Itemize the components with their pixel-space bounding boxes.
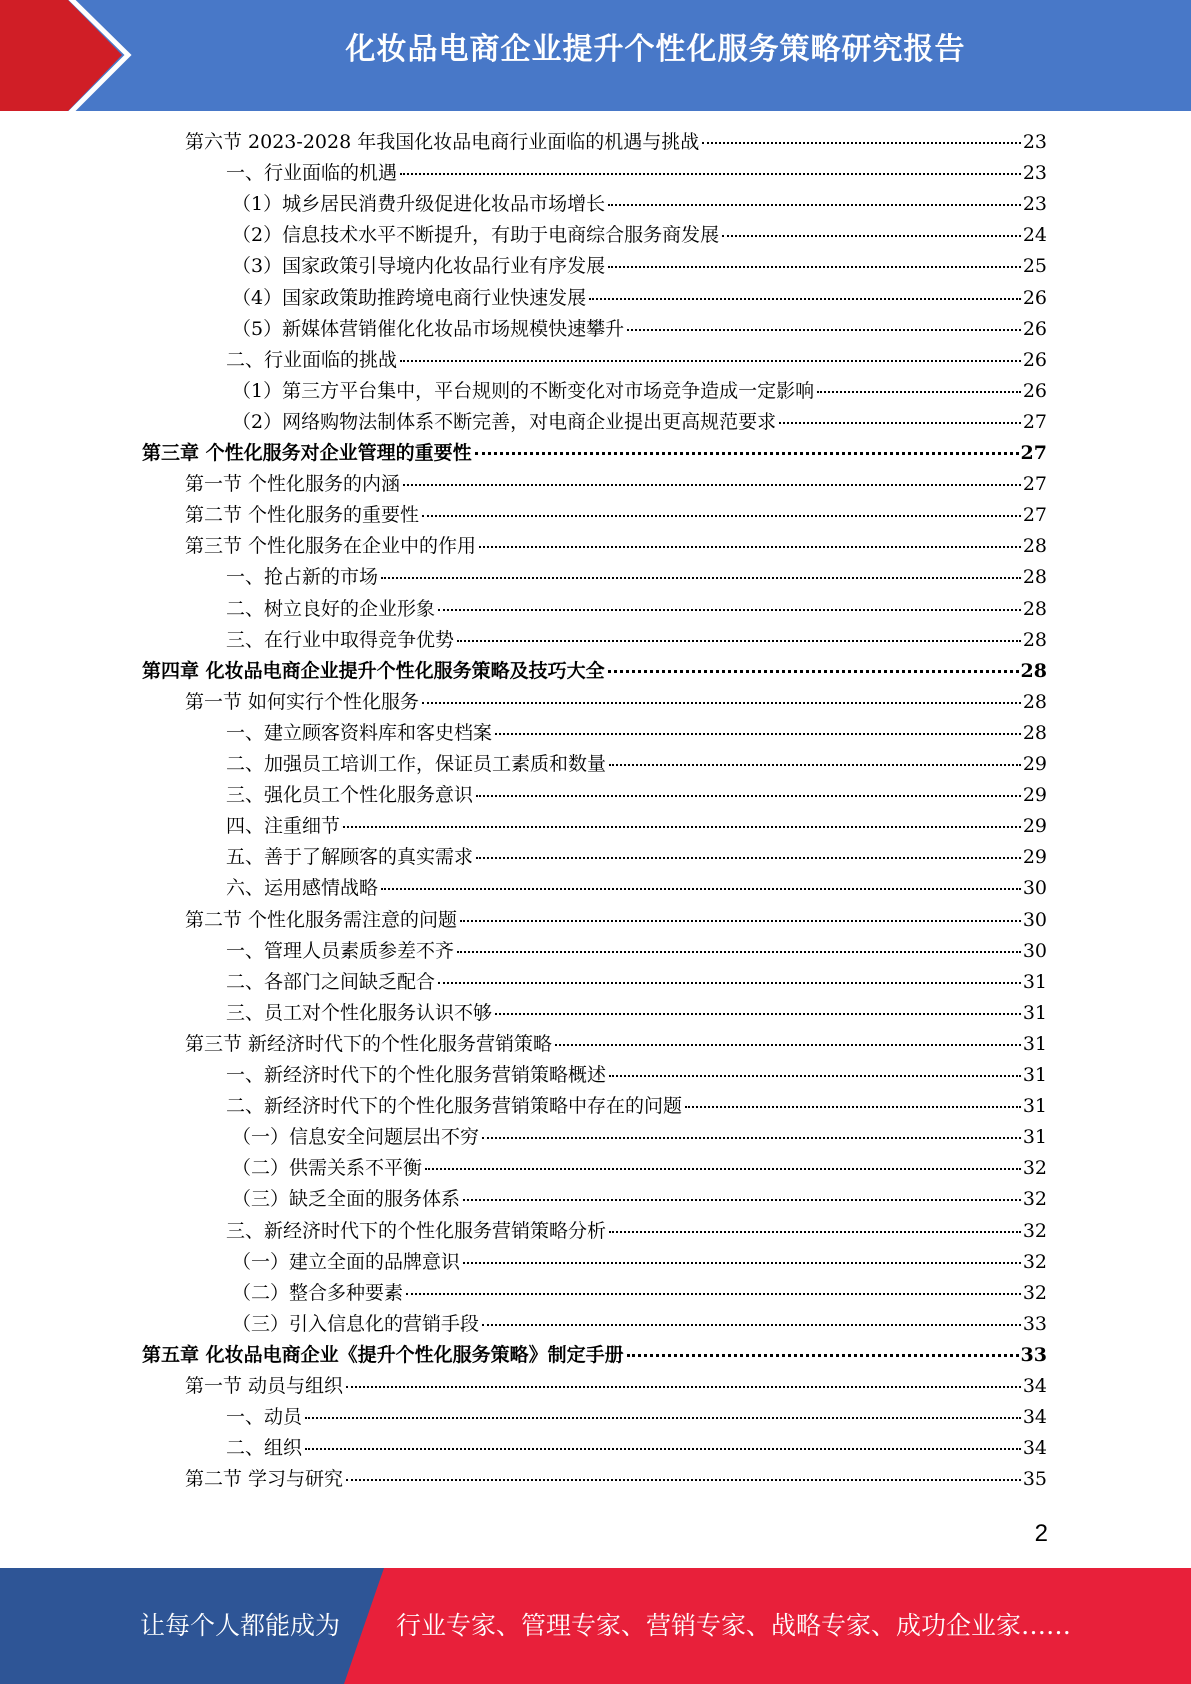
toc-entry-page: 29	[1022, 846, 1047, 869]
toc-entry-page: 32	[1022, 1157, 1047, 1180]
toc-entry-page: 26	[1022, 286, 1047, 309]
toc-entry[interactable]	[226, 625, 1047, 656]
toc-entry[interactable]	[185, 1371, 1047, 1402]
dot-leader	[609, 1074, 1021, 1077]
toc-entry-page: 23	[1022, 131, 1047, 153]
page-header	[0, 0, 1191, 111]
dot-leader	[463, 1261, 1021, 1264]
toc-entry-label: 第三节 个性化服务在企业中的作用	[185, 535, 477, 558]
toc-entry[interactable]	[232, 189, 1047, 220]
toc-entry-page: 31	[1022, 1095, 1047, 1118]
dot-leader	[475, 451, 1019, 455]
toc-entry-label: 五、善于了解顾客的真实需求	[226, 846, 474, 869]
toc-entry[interactable]	[232, 1278, 1047, 1309]
dot-leader	[422, 701, 1021, 704]
toc-entry-page: 27	[1022, 473, 1047, 496]
dot-leader	[685, 1105, 1021, 1108]
toc-entry-label: 第二节 个性化服务需注意的问题	[185, 908, 458, 931]
toc-entry-label: （一）信息安全问题层出不穷	[232, 1126, 480, 1149]
toc-entry-label: 第六节 2023-2028 年我国化妆品电商行业面临的机遇与挑战	[185, 131, 700, 153]
toc-entry-page: 32	[1022, 1188, 1047, 1211]
toc-entry-label: （三）引入信息化的营销手段	[232, 1312, 480, 1335]
toc-entry-page: 32	[1022, 1281, 1047, 1304]
toc-entry-label: 一、新经济时代下的个性化服务营销策略概述	[226, 1064, 607, 1086]
dot-leader	[457, 639, 1021, 642]
toc-entry-label: 六、运用感情战略	[226, 877, 379, 900]
toc-entry-label: 二、行业面临的挑战	[226, 348, 398, 371]
toc-entry[interactable]	[226, 811, 1047, 842]
dot-leader	[476, 856, 1021, 859]
dot-leader	[346, 1478, 1021, 1481]
dot-leader	[722, 234, 1021, 237]
dot-leader	[555, 1043, 1021, 1046]
dot-leader	[343, 825, 1021, 828]
toc-entry-label: 第一节 个性化服务的内涵	[185, 473, 401, 496]
dot-leader	[608, 265, 1021, 268]
dot-leader	[482, 1136, 1021, 1139]
toc-entry[interactable]	[226, 1060, 1047, 1091]
toc-entry-label: （2）网络购物法制体系不断完善，对电商企业提出更高规范要求	[232, 410, 777, 433]
dot-leader	[609, 763, 1021, 766]
page-footer	[0, 1568, 1191, 1684]
toc-entry[interactable]	[185, 531, 1047, 562]
toc-entry[interactable]	[232, 1153, 1047, 1184]
toc-entry-page: 30	[1022, 908, 1047, 931]
toc-entry[interactable]	[226, 873, 1047, 904]
toc-entry-page: 28	[1022, 597, 1047, 620]
toc-entry[interactable]	[185, 1029, 1047, 1060]
toc-entry-page: 34	[1022, 1406, 1047, 1429]
dot-leader	[457, 950, 1021, 953]
toc-entry[interactable]	[232, 1247, 1047, 1278]
toc-entry[interactable]	[226, 749, 1047, 780]
toc-entry-label: 二、加强员工培训工作，保证员工素质和数量	[226, 753, 607, 775]
toc-entry-page: 29	[1022, 815, 1047, 838]
toc-entry[interactable]	[232, 314, 1047, 345]
toc-entry[interactable]	[226, 345, 1047, 376]
dot-leader	[406, 1292, 1021, 1295]
dot-leader	[476, 794, 1021, 797]
toc-entry-label: 三、在行业中取得竞争优势	[226, 628, 455, 651]
toc-entry-label: 二、组织	[226, 1437, 303, 1460]
toc-entry-label: 一、建立顾客资料库和客史档案	[226, 721, 493, 744]
dot-leader	[305, 1447, 1021, 1450]
toc-entry[interactable]	[232, 220, 1047, 251]
toc-entry-page: 31	[1022, 1001, 1047, 1024]
toc-entry-page: 31	[1022, 1126, 1047, 1149]
toc-entry-page: 28	[1022, 690, 1047, 713]
dot-leader	[702, 141, 1021, 144]
toc-entry-page: 32	[1022, 1250, 1047, 1273]
toc-entry[interactable]	[185, 469, 1047, 500]
toc-entry-label: 三、员工对个性化服务认识不够	[226, 1001, 493, 1024]
toc-entry[interactable]	[226, 780, 1047, 811]
toc-entry[interactable]	[232, 1309, 1047, 1340]
toc-entry-label: 第四章 化妆品电商企业提升个性化服务策略及技巧大全	[142, 659, 605, 682]
toc-entry-page: 33	[1020, 1343, 1047, 1366]
dot-leader	[609, 1230, 1021, 1233]
toc-chapter-entry[interactable]	[142, 1340, 1047, 1371]
dot-leader	[381, 576, 1021, 579]
dot-leader	[400, 172, 1021, 175]
toc-entry-label: （一）建立全面的品牌意识	[232, 1250, 461, 1273]
toc-entry[interactable]	[226, 842, 1047, 873]
toc-entry-page: 31	[1022, 1064, 1047, 1086]
toc-entry-page: 31	[1022, 1032, 1047, 1055]
toc-entry-label: （4）国家政策助推跨境电商行业快速发展	[232, 286, 587, 309]
toc-entry-page: 28	[1020, 659, 1047, 682]
toc-entry[interactable]	[226, 1091, 1047, 1122]
dot-leader	[589, 297, 1021, 300]
toc-chapter-entry[interactable]	[142, 438, 1047, 469]
toc-entry-page: 34	[1022, 1375, 1047, 1397]
toc-entry-label: （1）第三方平台集中，平台规则的不断变化对市场竞争造成一定影响	[232, 379, 815, 402]
toc-entry-page: 26	[1022, 317, 1047, 340]
dot-leader	[608, 203, 1021, 206]
toc-entry[interactable]	[226, 562, 1047, 593]
toc-entry-label: （2）信息技术水平不断提升，有助于电商综合服务商发展	[232, 224, 720, 247]
dot-leader	[460, 919, 1021, 922]
footer-slogan-left: 让每个人都能成为	[140, 1611, 341, 1640]
toc-entry-label: 第三节 新经济时代下的个性化服务营销策略	[185, 1032, 553, 1055]
toc-entry-label: 第二节 学习与研究	[185, 1468, 344, 1491]
toc-entry-page: 25	[1022, 255, 1047, 278]
toc-entry-label: （1）城乡居民消费升级促进化妆品市场增长	[232, 193, 606, 216]
toc-entry-page: 29	[1022, 784, 1047, 807]
toc-entry-page: 26	[1022, 348, 1047, 371]
toc-entry-page: 27	[1020, 442, 1047, 464]
toc-entry[interactable]	[232, 407, 1047, 438]
dot-leader	[422, 514, 1021, 517]
toc-entry[interactable]	[232, 1184, 1047, 1215]
toc-chapter-entry[interactable]	[142, 656, 1047, 687]
toc-entry[interactable]	[185, 687, 1047, 718]
toc-entry[interactable]	[226, 158, 1047, 189]
toc-entry[interactable]	[232, 283, 1047, 314]
toc-entry-page: 35	[1022, 1468, 1047, 1491]
dot-leader	[495, 732, 1021, 735]
toc-entry[interactable]	[185, 500, 1047, 531]
dot-leader	[305, 1416, 1021, 1419]
toc-entry-label: 第五章 化妆品电商企业《提升个性化服务策略》制定手册	[142, 1343, 624, 1366]
toc-entry-page: 30	[1022, 877, 1047, 900]
toc-entry-label: 二、树立良好的企业形象	[226, 597, 436, 620]
toc-entry[interactable]	[226, 1433, 1047, 1464]
dot-leader	[346, 1385, 1021, 1388]
toc-entry-label: 一、动员	[226, 1406, 303, 1429]
toc-entry-label: 第三章 个性化服务对企业管理的重要性	[142, 442, 472, 464]
toc-entry-label: 第一节 如何实行个性化服务	[185, 690, 420, 713]
dot-leader	[403, 483, 1021, 486]
toc-entry[interactable]	[226, 967, 1047, 998]
dot-leader	[400, 359, 1021, 362]
toc-entry-page: 33	[1022, 1312, 1047, 1335]
toc-entry[interactable]	[226, 594, 1047, 625]
toc-entry-page: 28	[1022, 535, 1047, 558]
dot-leader	[779, 421, 1021, 424]
toc-entry-page: 32	[1022, 1219, 1047, 1242]
toc-entry[interactable]	[185, 905, 1047, 936]
toc-entry[interactable]	[185, 127, 1047, 158]
toc-entry-page: 28	[1022, 721, 1047, 744]
toc-entry-label: （三）缺乏全面的服务体系	[232, 1188, 461, 1211]
dot-leader	[817, 390, 1021, 393]
toc-entry[interactable]	[226, 718, 1047, 749]
toc-entry-label: 一、管理人员素质参差不齐	[226, 939, 455, 962]
toc-entry-page: 28	[1022, 566, 1047, 589]
toc-entry-label: 一、行业面临的机遇	[226, 162, 398, 185]
dot-leader	[627, 1353, 1019, 1357]
dot-leader	[479, 545, 1021, 548]
toc-entry-page: 28	[1022, 628, 1047, 651]
toc-entry-page: 24	[1022, 224, 1047, 247]
toc-entry[interactable]	[232, 1122, 1047, 1153]
dot-leader	[627, 328, 1021, 331]
page-number: 2	[1034, 1520, 1048, 1547]
dot-leader	[608, 669, 1019, 673]
toc-entry-label: （3）国家政策引导境内化妆品行业有序发展	[232, 255, 606, 278]
toc-entry-label: 一、抢占新的市场	[226, 566, 379, 589]
dot-leader	[438, 608, 1021, 611]
toc-entry-page: 30	[1022, 939, 1047, 962]
toc-entry-label: （二）供需关系不平衡	[232, 1157, 423, 1180]
toc-entry[interactable]	[226, 1402, 1047, 1433]
dot-leader	[425, 1167, 1021, 1170]
toc-entry-page: 26	[1022, 379, 1047, 402]
dot-leader	[482, 1323, 1021, 1326]
toc-entry-page: 29	[1022, 753, 1047, 775]
dot-leader	[438, 981, 1021, 984]
toc-entry-page: 27	[1022, 504, 1047, 527]
toc-entry-label: 三、强化员工个性化服务意识	[226, 784, 474, 807]
toc-entry-page: 31	[1022, 970, 1047, 993]
report-title: 化妆品电商企业提升个性化服务策略研究报告	[345, 32, 966, 67]
toc-entry-page: 23	[1022, 162, 1047, 185]
toc-entry[interactable]	[226, 1216, 1047, 1247]
toc-entry-label: 第一节 动员与组织	[185, 1375, 344, 1397]
toc-entry[interactable]	[226, 936, 1047, 967]
toc-entry-label: （二）整合多种要素	[232, 1281, 404, 1304]
toc-entry[interactable]	[232, 376, 1047, 407]
toc-entry-label: （5）新媒体营销催化化妆品市场规模快速攀升	[232, 317, 625, 340]
toc-entry-label: 第二节 个性化服务的重要性	[185, 504, 420, 527]
toc-entry[interactable]	[185, 1464, 1047, 1495]
toc-entry[interactable]	[226, 998, 1047, 1029]
dot-leader	[381, 887, 1021, 890]
toc-entry-label: 二、各部门之间缺乏配合	[226, 970, 436, 993]
toc-entry-page: 27	[1022, 410, 1047, 433]
toc-entry-label: 二、新经济时代下的个性化服务营销策略中存在的问题	[226, 1095, 683, 1118]
dot-leader	[495, 1012, 1021, 1015]
toc-entry[interactable]	[232, 251, 1047, 282]
dot-leader	[463, 1198, 1021, 1201]
toc-entry-page: 34	[1022, 1437, 1047, 1460]
toc-entry-page: 23	[1022, 193, 1047, 216]
footer-slogan-right: 行业专家、管理专家、营销专家、战略专家、成功企业家……	[396, 1611, 1072, 1640]
toc-entry-label: 三、新经济时代下的个性化服务营销策略分析	[226, 1219, 607, 1242]
toc-entry-label: 四、注重细节	[226, 815, 341, 838]
